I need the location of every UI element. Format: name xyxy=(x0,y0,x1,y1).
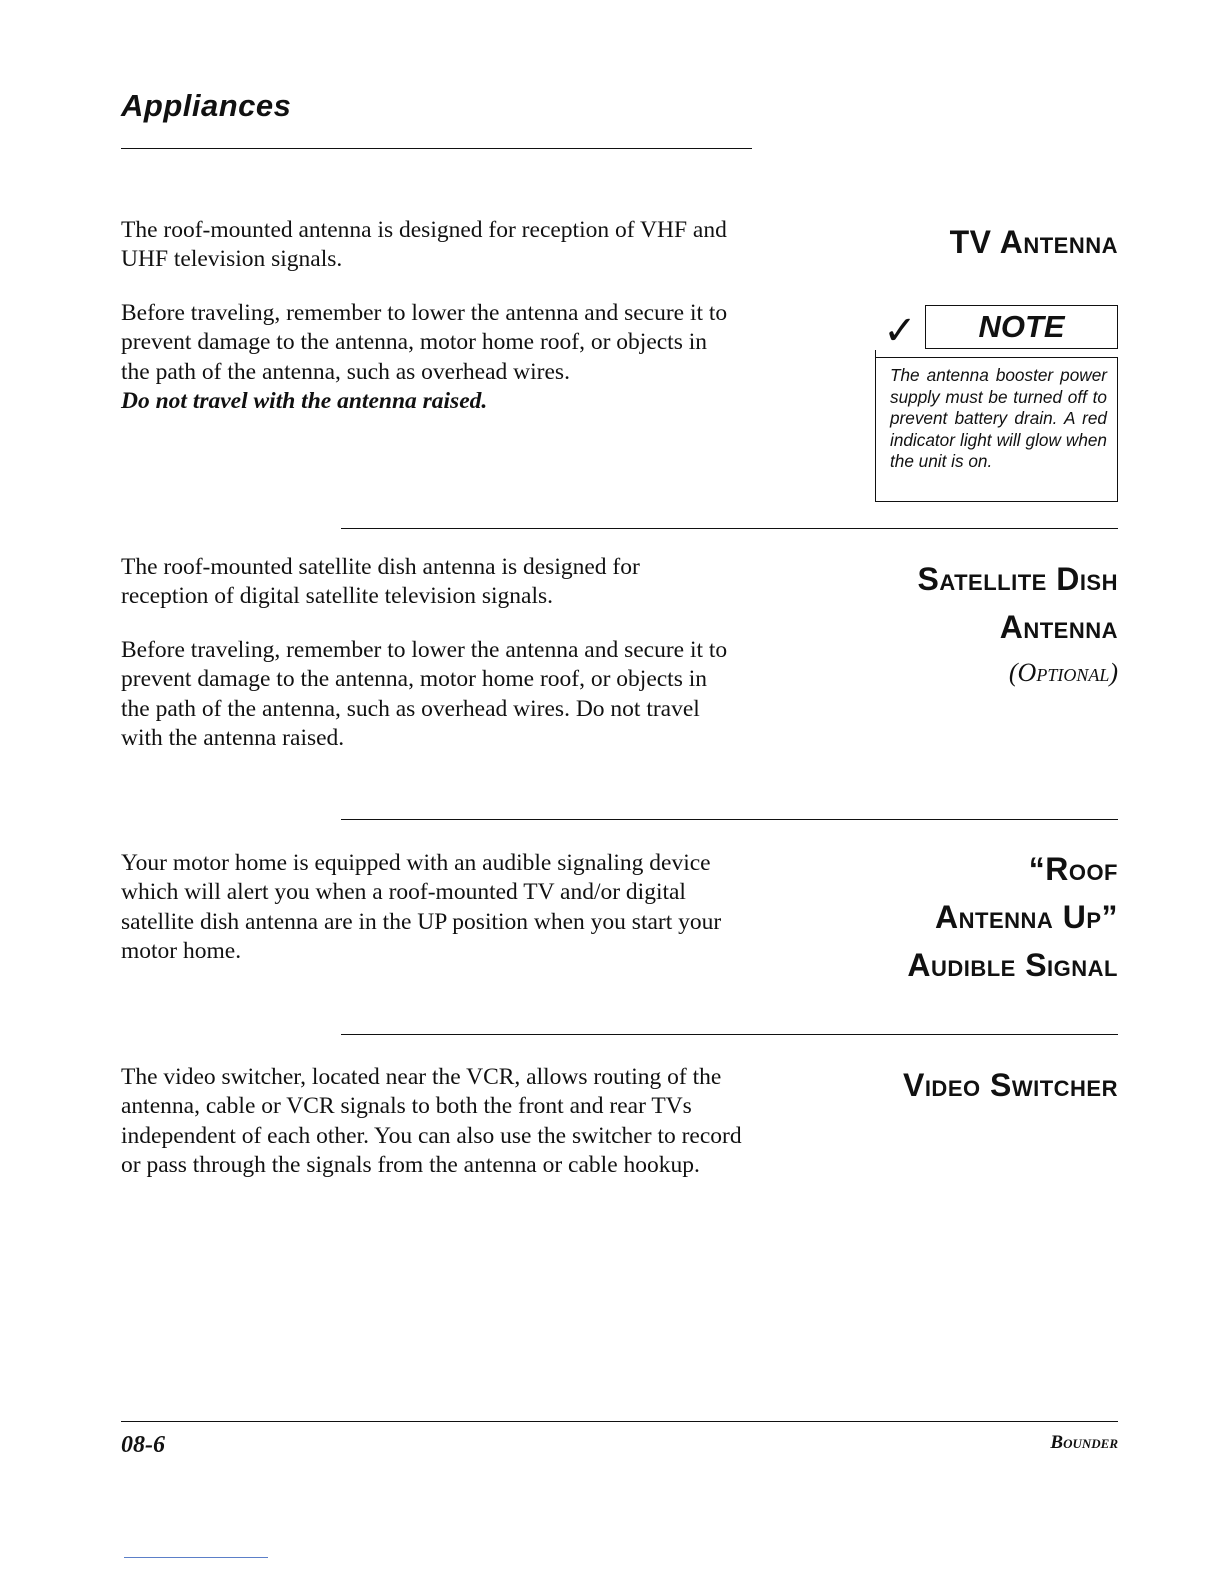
note-text: The antenna booster power supply must be turned off to prevent battery drain. A red indicator light will glow when the unit is on. xyxy=(875,357,1118,502)
audible-signal-heading xyxy=(778,845,1118,989)
audible-heading-line-1: “Roof xyxy=(1028,851,1118,887)
satellite-heading-line-1: Satellite Dish xyxy=(917,561,1118,597)
satellite-paragraph-2: Before traveling, remember to lower the antenna and secure it to prevent damage to the antenna, motor home roof, or objects in the path of the antenna, such as overhead wires. Do not travel with the antenna raised. xyxy=(121,637,728,751)
satellite-heading-line-2: Antenna xyxy=(999,609,1118,645)
audible-heading-line-2: Antenna Up” xyxy=(935,899,1118,935)
footer-rule xyxy=(121,1421,1118,1422)
video-switcher-paragraph: The video switcher, located near the VCR, allows routing of the antenna, cable or VCR signals to both the front and rear TVs independent of each other. You can also use the switcher to record or pass through the signals from the antenna or cable hookup. xyxy=(121,1064,742,1178)
tv-antenna-paragraph-1: The roof-mounted antenna is designed for reception of VHF and UHF television signals. xyxy=(121,217,727,273)
video-switcher-heading xyxy=(778,1061,1118,1109)
bottom-underline xyxy=(124,1557,268,1558)
satellite-paragraph-1: The roof-mounted satellite dish antenna is designed for reception of digital satellite television signals. xyxy=(121,554,640,610)
audible-heading-line-3: Audible Signal xyxy=(907,947,1118,983)
brand-name: Bounder xyxy=(1050,1432,1118,1453)
audible-signal-paragraph: Your motor home is equipped with an audible signaling device which will alert you when a roof-mounted TV and/or digital satellite dish antenna are in the UP position when you start your motor home. xyxy=(121,850,722,964)
satellite-dish-heading xyxy=(778,555,1118,651)
section-divider-1 xyxy=(341,528,1118,529)
video-switcher-heading-line: Video Switcher xyxy=(902,1067,1118,1103)
optional-label: (Optional) xyxy=(1008,658,1118,687)
tv-antenna-warning: Do not travel with the antenna raised. xyxy=(121,388,488,414)
page-number: 08-6 xyxy=(121,1432,165,1458)
note-title: NOTE xyxy=(925,305,1118,349)
tv-antenna-paragraph-2: Before traveling, remember to lower the antenna and secure it to prevent damage to the antenna, motor home roof, or objects in the path of the antenna, such as overhead wires. xyxy=(121,300,728,385)
header-rule xyxy=(121,148,752,149)
chapter-title: Appliances xyxy=(121,88,292,123)
tv-antenna-heading-line: TV Antenna xyxy=(949,224,1118,260)
section-divider-2 xyxy=(341,819,1118,820)
checkmark-icon: ✓ xyxy=(883,308,917,354)
tv-antenna-heading xyxy=(778,218,1118,266)
note-box xyxy=(875,305,1118,502)
section-divider-3 xyxy=(341,1034,1118,1035)
